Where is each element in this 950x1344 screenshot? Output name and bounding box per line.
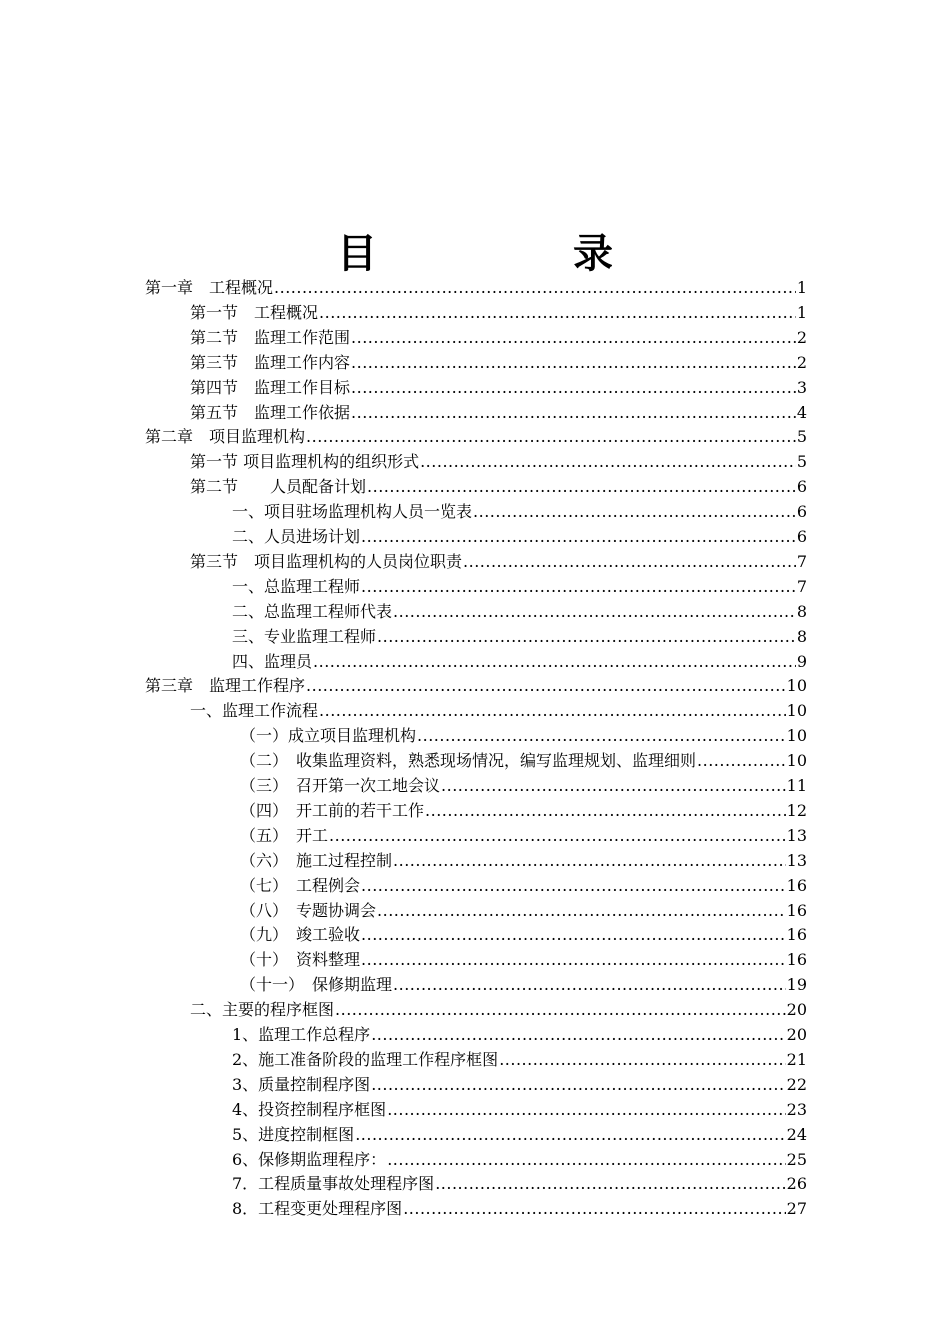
toc-leader-dots — [393, 599, 796, 624]
toc-leader-dots — [274, 275, 796, 300]
toc-leader-dots — [361, 524, 796, 549]
toc-entry-page: 13 — [786, 850, 807, 870]
toc-leader-dots — [417, 723, 786, 748]
toc-entry-page: 16 — [786, 925, 807, 945]
toc-leader-dots — [361, 922, 786, 947]
toc-entry[interactable] — [190, 997, 807, 1022]
toc-entry[interactable] — [232, 1122, 807, 1147]
toc-leader-dots — [377, 624, 796, 649]
toc-entry-page: 10 — [786, 676, 807, 696]
toc-leader-dots — [393, 972, 786, 997]
toc-entry[interactable] — [190, 350, 807, 375]
toc-leader-dots — [361, 574, 796, 599]
toc-entry[interactable] — [145, 424, 807, 449]
toc-entry[interactable] — [232, 1196, 807, 1221]
toc-entry-title: 二、总监理工程师代表 — [232, 601, 393, 621]
toc-entry[interactable] — [232, 624, 807, 649]
toc-entry-page: 6 — [796, 477, 807, 497]
toc-entry-page: 16 — [786, 875, 807, 895]
toc-entry[interactable] — [240, 898, 807, 923]
toc-entry[interactable] — [145, 275, 807, 300]
toc-leader-dots — [351, 350, 796, 375]
toc-entry[interactable] — [240, 873, 807, 898]
toc-entry[interactable] — [240, 947, 807, 972]
toc-entry[interactable] — [240, 773, 807, 798]
toc-leader-dots — [393, 848, 786, 873]
toc-entry-title: 第三章 监理工作程序 — [145, 676, 306, 696]
toc-entry-page: 10 — [786, 751, 807, 771]
toc-entry[interactable] — [232, 574, 807, 599]
toc-entry[interactable] — [190, 375, 807, 400]
toc-entry-title: 第三节 监理工作内容 — [190, 352, 351, 372]
toc-leader-dots — [361, 873, 786, 898]
toc-entry-page: 24 — [786, 1124, 807, 1144]
toc-entry-page: 10 — [786, 701, 807, 721]
toc-entry-title: （十） 资料整理 — [240, 950, 361, 970]
toc-entry-page: 4 — [796, 402, 807, 422]
toc-leader-dots — [463, 549, 796, 574]
toc-entry-title: （四） 开工前的若干工作 — [240, 800, 425, 820]
toc-entry-title: 一、总监理工程师 — [232, 576, 361, 596]
toc-entry[interactable] — [190, 300, 807, 325]
toc-leader-dots — [697, 748, 786, 773]
toc-leader-dots — [319, 300, 796, 325]
toc-entry-page: 25 — [786, 1149, 807, 1169]
toc-leader-dots — [361, 947, 786, 972]
toc-entry-title: 3、质量控制程序图 — [232, 1074, 371, 1094]
toc-entry-page: 21 — [786, 1049, 807, 1069]
toc-entry-page: 12 — [786, 800, 807, 820]
toc-entry-page: 9 — [796, 651, 807, 671]
toc-leader-dots — [371, 1072, 785, 1097]
toc-entry[interactable] — [232, 1072, 807, 1097]
toc-leader-dots — [473, 499, 796, 524]
toc-entry-page: 7 — [796, 551, 807, 571]
toc-entry-page: 7 — [796, 576, 807, 596]
toc-entry-page: 6 — [796, 527, 807, 546]
toc-entry-title: 第一节 项目监理机构的组织形式 — [190, 452, 420, 472]
toc-entry-title: （五） 开工 — [240, 825, 329, 845]
toc-leader-dots — [420, 449, 796, 474]
toc-entry-page: 10 — [786, 726, 807, 746]
toc-leader-dots — [329, 823, 786, 848]
toc-leader-dots — [403, 1196, 785, 1221]
toc-entry-title: （六） 施工过程控制 — [240, 850, 393, 870]
toc-leader-dots — [351, 375, 796, 400]
toc-entry-title: 第四节 监理工作目标 — [190, 377, 351, 397]
toc-entry-title: 第三节 项目监理机构的人员岗位职责 — [190, 551, 463, 571]
toc-entry-title: 第五节 监理工作依据 — [190, 402, 351, 422]
toc-entry-title: 1、监理工作总程序 — [232, 1025, 371, 1044]
toc-entry[interactable] — [232, 649, 807, 674]
toc-entry[interactable] — [232, 499, 807, 524]
toc-entry-title: （二） 收集监理资料，熟悉现场情况，编写监理规划、监理细则 — [240, 751, 697, 771]
toc-entry-title: 6、保修期监理程序： — [232, 1149, 387, 1169]
toc-entry[interactable] — [232, 524, 807, 549]
toc-entry-title: 4、投资控制程序框图 — [232, 1099, 387, 1119]
toc-entry-page: 6 — [796, 502, 807, 522]
toc-entry-title: 8．工程变更处理程序图 — [232, 1199, 403, 1219]
toc-leader-dots — [351, 400, 796, 425]
toc-entry-page: 20 — [786, 1000, 807, 1020]
toc-entry-title: 2、施工准备阶段的监理工作程序框图 — [232, 1049, 499, 1069]
toc-entry[interactable] — [145, 673, 807, 698]
toc-leader-dots — [367, 474, 796, 499]
toc-entry-page: 13 — [786, 825, 807, 845]
toc-entry[interactable] — [232, 1171, 807, 1196]
toc-entry-page: 23 — [786, 1099, 807, 1119]
toc-entry[interactable] — [232, 1047, 807, 1072]
toc-entry[interactable] — [240, 922, 807, 947]
toc-leader-dots — [387, 1147, 785, 1172]
toc-entry[interactable] — [232, 1147, 807, 1172]
toc-entry-title: 四、监理员 — [232, 651, 313, 671]
toc-entry[interactable] — [190, 449, 807, 474]
toc-entry-page: 19 — [786, 975, 807, 995]
toc-entry-title: （十一） 保修期监理 — [240, 975, 393, 995]
toc-leader-dots — [351, 325, 796, 350]
toc-leader-dots — [377, 898, 786, 923]
toc-entry[interactable] — [232, 1097, 807, 1122]
toc-leader-dots — [371, 1022, 785, 1047]
toc-entry-page: 26 — [786, 1174, 807, 1194]
toc-entry-page: 11 — [786, 776, 807, 795]
toc-entry-title: （八） 专题协调会 — [240, 900, 377, 920]
toc-entry-page: 22 — [786, 1074, 807, 1094]
toc-leader-dots — [425, 798, 786, 823]
toc-entry-page: 16 — [786, 900, 807, 920]
toc-entry-title: （九） 竣工验收 — [240, 925, 361, 945]
toc-leader-dots — [387, 1097, 785, 1122]
toc-leader-dots — [335, 997, 786, 1022]
toc-leader-dots — [306, 424, 796, 449]
toc-leader-dots — [306, 673, 786, 698]
toc-leader-dots — [319, 698, 786, 723]
toc-entry-page: 5 — [796, 452, 807, 472]
toc-entry-page: 2 — [796, 327, 807, 347]
toc-entry[interactable] — [232, 599, 807, 624]
toc-entry-page: 16 — [786, 950, 807, 970]
toc-entry-title: 第一节 工程概况 — [190, 302, 319, 322]
toc-entry[interactable] — [240, 798, 807, 823]
toc-entry-page: 1 — [796, 302, 807, 322]
toc-entry[interactable] — [240, 748, 807, 773]
toc-entry-title: 第二节 监理工作范围 — [190, 327, 351, 347]
toc-entry[interactable] — [190, 549, 807, 574]
toc-title: 目 录 — [337, 230, 691, 277]
toc-entry-page: 8 — [796, 601, 807, 621]
toc-entry[interactable] — [190, 400, 807, 425]
toc-entry[interactable] — [240, 823, 807, 848]
toc-entry-title: 第二节 人员配备计划 — [190, 477, 367, 497]
toc-entry-title: 5、进度控制框图 — [232, 1124, 355, 1144]
toc-entry[interactable] — [240, 848, 807, 873]
toc-entry-title: 一、监理工作流程 — [190, 701, 319, 721]
toc-leader-dots — [313, 649, 796, 674]
toc-entry[interactable] — [190, 474, 807, 499]
toc-entry-page: 3 — [796, 377, 807, 397]
toc-entry-page: 27 — [786, 1199, 807, 1219]
toc-leader-dots — [441, 773, 786, 798]
toc-entry[interactable] — [190, 325, 807, 350]
toc-entry-title: 一、项目驻场监理机构人员一览表 — [232, 502, 473, 522]
toc-entry-title: 二、人员进场计划 — [232, 527, 361, 546]
toc-entry-page: 2 — [796, 352, 807, 372]
toc-entry-title: 第二章 项目监理机构 — [145, 427, 306, 447]
toc-entry[interactable] — [240, 972, 807, 997]
toc-leader-dots — [355, 1122, 785, 1147]
toc-entry-page: 8 — [796, 626, 807, 646]
toc-entry-title: 二、主要的程序框图 — [190, 1000, 335, 1020]
toc-entry-title: （一）成立项目监理机构 — [240, 726, 417, 746]
toc-entry-page: 1 — [796, 278, 807, 297]
toc-entry[interactable] — [190, 698, 807, 723]
toc-entry-title: （七） 工程例会 — [240, 875, 361, 895]
toc-entry[interactable] — [240, 723, 807, 748]
toc-entry-title: 三、专业监理工程师 — [232, 626, 377, 646]
toc-entry-page: 20 — [786, 1025, 807, 1044]
toc-leader-dots — [435, 1171, 785, 1196]
toc-entry-page: 5 — [796, 427, 807, 447]
toc-entry-title: （三） 召开第一次工地会议 — [240, 776, 441, 795]
toc-entry[interactable] — [232, 1022, 807, 1047]
toc-entry-title: 7．工程质量事故处理程序图 — [232, 1174, 435, 1194]
toc-entry-title: 第一章 工程概况 — [145, 278, 274, 297]
toc-leader-dots — [499, 1047, 785, 1072]
